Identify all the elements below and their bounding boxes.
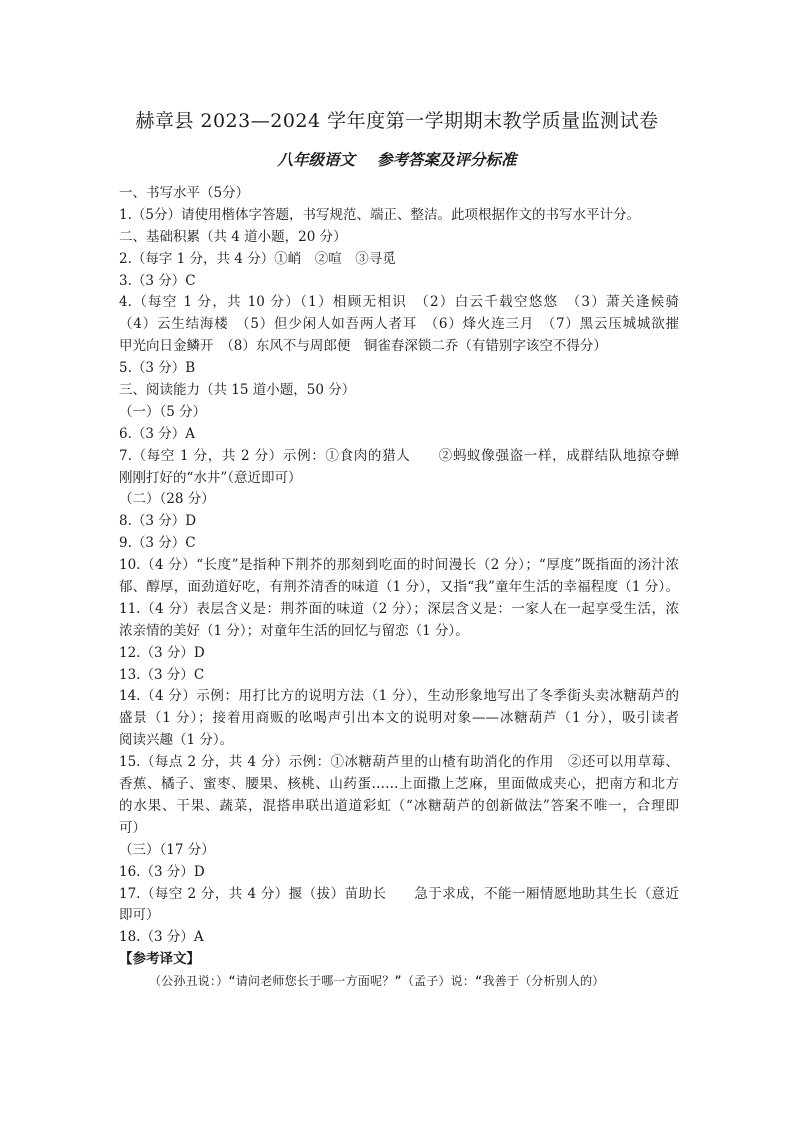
answer-line: 15.（每点 2 分，共 4 分）示例：①冰糖葫芦里的山楂有助消化的作用 ②还可以用草莓、 bbox=[119, 754, 679, 771]
answer-line: 6.（3 分）A bbox=[119, 425, 196, 442]
answer-line: 的水果、干果、蔬菜，混搭串联出道道彩虹（“冰糖葫芦的创新做法”答案不唯一，合理即 bbox=[119, 797, 679, 814]
answer-line: 香蕉、橘子、蜜枣、腰果、核桃、山药蛋……上面撒上芝麻，里面做成夹心，把南方和北方 bbox=[119, 776, 679, 793]
answer-line: 2.（每字 1 分，共 4 分）①峭 ②喧 ③寻觅 bbox=[119, 250, 396, 267]
answer-line: 13.（3 分）C bbox=[119, 666, 205, 683]
answer-line: 盛景（1 分）；接着用商贩的吆喝声引出本文的说明对象——冰糖葫芦（1 分），吸引读者 bbox=[119, 710, 679, 727]
subtitle-grade: 八年级语文 bbox=[277, 151, 355, 169]
document-title: 赫章县 2023—2024 学年度第一学期期末教学质量监测试卷 bbox=[135, 110, 659, 132]
answer-line: 阅读兴趣（1 分）。 bbox=[119, 732, 234, 749]
subsection-heading: （三）（17 分） bbox=[119, 841, 215, 858]
translation-heading: 【参考译文】 bbox=[119, 951, 200, 968]
answer-line: 8.（3 分）D bbox=[119, 513, 197, 530]
answer-line: 1.（5分）请使用楷体字答题，书写规范、端正、整洁。此项根据作文的书写水平计分。 bbox=[119, 206, 640, 223]
subtitle-answer-key: 参考答案及评分标准 bbox=[377, 151, 517, 169]
section-heading: 二、基础积累（共 4 道小题，20 分） bbox=[119, 228, 347, 245]
answer-line: 12.（3 分）D bbox=[119, 644, 205, 661]
section-heading: 三、阅读能力（共 15 道小题，50 分） bbox=[119, 382, 356, 399]
answer-line: 刚刚打好的“水井”（意近即可） bbox=[119, 469, 302, 486]
answer-line: 11.（4 分）表层含义是：荆芥面的味道（2 分）；深层含义是：一家人在一起享受生活，浓 bbox=[119, 600, 679, 617]
answer-line: 10.（4 分）“长度”是指种下荆芥的那刻到吃面的时间漫长（2 分）；“厚度”既指面的汤汁浓 bbox=[119, 557, 679, 574]
section-heading: 一、书写水平（5分） bbox=[119, 185, 250, 201]
answer-line: （4）云生结海楼 （5）但少闲人如吾两人者耳 （6）烽火连三月 （7）黑云压城城欲摧 bbox=[119, 316, 679, 333]
answer-line: 即可） bbox=[119, 907, 160, 924]
answer-line: 17.（每空 2 分，共 4 分）揠（拔）苗助长 急于求成，不能一厢情愿地助其生长（意近 bbox=[119, 885, 679, 902]
subsection-heading: （二）（28 分） bbox=[119, 491, 215, 508]
answer-line: 16.（3 分）D bbox=[119, 863, 205, 880]
answer-line: 5.（3 分）B bbox=[119, 360, 196, 377]
translation-text: （公孙丑说：）“请问老师您长于哪一方面呢？”（孟子）说：“我善于（分析别人的） bbox=[149, 974, 605, 989]
answer-line: 9.（3 分）C bbox=[119, 535, 196, 552]
answer-content bbox=[119, 183, 679, 993]
answer-line: 郁、醇厚，面劲道好吃，有荆芥清香的味道（1 分），又指“我”童年生活的幸福程度（1 分）。 bbox=[119, 579, 679, 596]
document-subtitle bbox=[0, 148, 794, 170]
answer-line: 18.（3 分）A bbox=[119, 929, 204, 946]
answer-line: 甲光向日金鳞开 （8）东风不与周郎便 铜雀春深锁二乔（有错别字该空不得分） bbox=[119, 338, 607, 355]
answer-line: 3.（3 分）C bbox=[119, 272, 196, 289]
answer-line: 7.（每空 1 分，共 2 分）示例：①食肉的猎人 ②蚂蚁像强盗一样，成群结队地掠夺蝉 bbox=[119, 447, 679, 464]
answer-line: 可） bbox=[119, 819, 146, 836]
subsection-heading: （一）（5 分） bbox=[119, 403, 207, 420]
answer-line: 4.（每空 1 分，共 10 分）（1）相顾无相识 （2）白云千载空悠悠 （3）萧关逢候骑 bbox=[119, 294, 679, 311]
answer-line: 14.（4 分）示例：用打比方的说明方法（1 分），生动形象地写出了冬季街头卖冰糖葫芦的 bbox=[119, 688, 679, 705]
answer-line: 浓亲情的美好（1 分）；对童年生活的回忆与留恋（1 分）。 bbox=[119, 622, 469, 639]
